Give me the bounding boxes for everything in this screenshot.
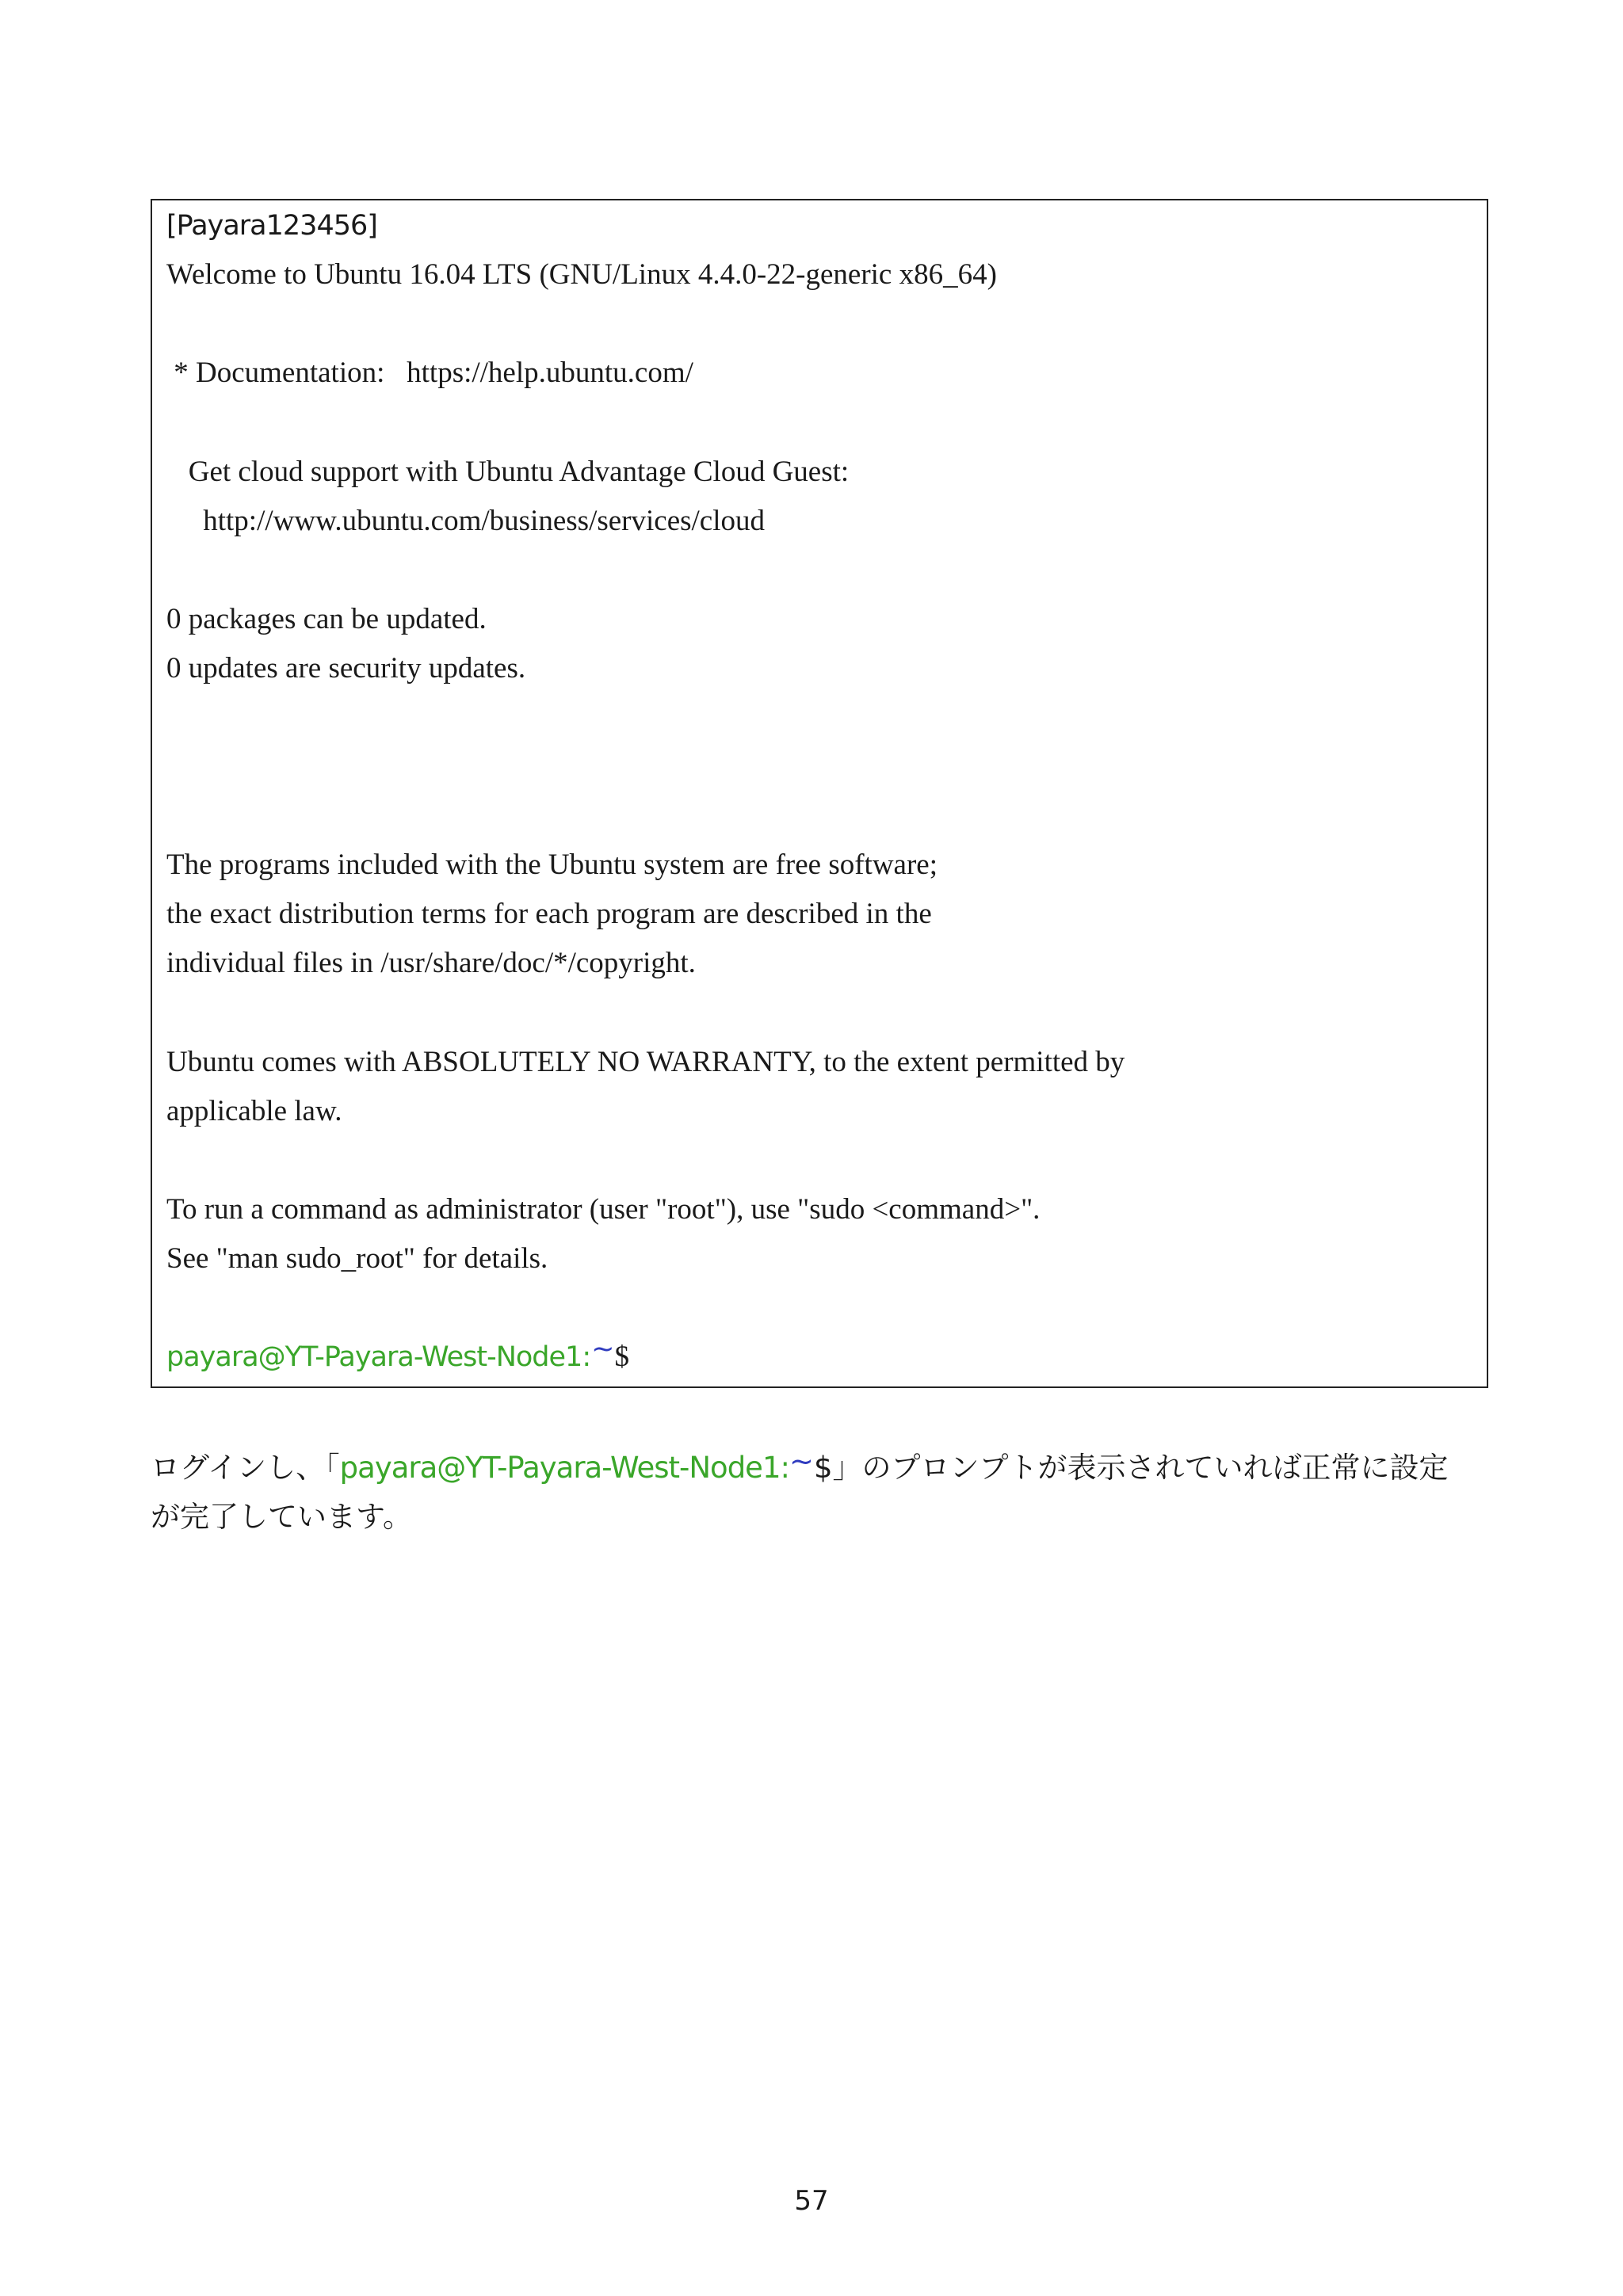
terminal-sudo-line-1: To run a command as administrator (user "root"), use "sudo <command>".	[166, 1193, 1041, 1226]
terminal-warranty-line-2: applicable law.	[166, 1095, 342, 1127]
page-number: 57	[794, 2185, 829, 2217]
prompt-colon: :	[582, 1341, 592, 1373]
description-prefix: ログインし、「	[151, 1451, 340, 1485]
terminal-programs-line-3: individual files in /usr/share/doc/*/copyright.	[166, 947, 696, 979]
terminal-updates-line: 0 updates are security updates.	[166, 652, 526, 685]
prompt-dollar: $	[614, 1341, 629, 1373]
prompt-tilde: ~	[591, 1333, 615, 1365]
prompt-user-host: payara@YT-Payara-West-Node1	[166, 1341, 582, 1373]
terminal-output-box	[151, 199, 1488, 1388]
terminal-cloud-support-line: Get cloud support with Ubuntu Advantage Cloud Guest:	[166, 456, 850, 488]
terminal-programs-line-2: the exact distribution terms for each program are described in the	[166, 898, 932, 930]
terminal-welcome-line: Welcome to Ubuntu 16.04 LTS (GNU/Linux 4.4.0-22-generic x86_64)	[166, 258, 997, 291]
description-user-host: payara@YT-Payara-West-Node1	[339, 1451, 781, 1485]
description-line-2: が完了しています。	[151, 1500, 413, 1534]
description-suffix: $」のプロンプトが表示されていれば正常に設定	[813, 1451, 1449, 1485]
terminal-prompt	[166, 1333, 629, 1375]
description-tilde: ~	[789, 1444, 814, 1478]
description-paragraph	[151, 1444, 1490, 1542]
terminal-warranty-line-1: Ubuntu comes with ABSOLUTELY NO WARRANTY, to the extent permitted by	[166, 1046, 1125, 1078]
terminal-sudo-line-2: See "man sudo_root" for details.	[166, 1242, 548, 1275]
terminal-cloud-url-line: http://www.ubuntu.com/business/services/cloud	[166, 505, 765, 537]
terminal-header: [Payara123456]	[166, 210, 377, 242]
terminal-documentation-line: * Documentation: https://help.ubuntu.com/	[166, 357, 693, 389]
description-colon: :	[780, 1451, 789, 1485]
terminal-packages-line: 0 packages can be updated.	[166, 603, 487, 635]
terminal-programs-line-1: The programs included with the Ubuntu system are free software;	[166, 849, 938, 881]
